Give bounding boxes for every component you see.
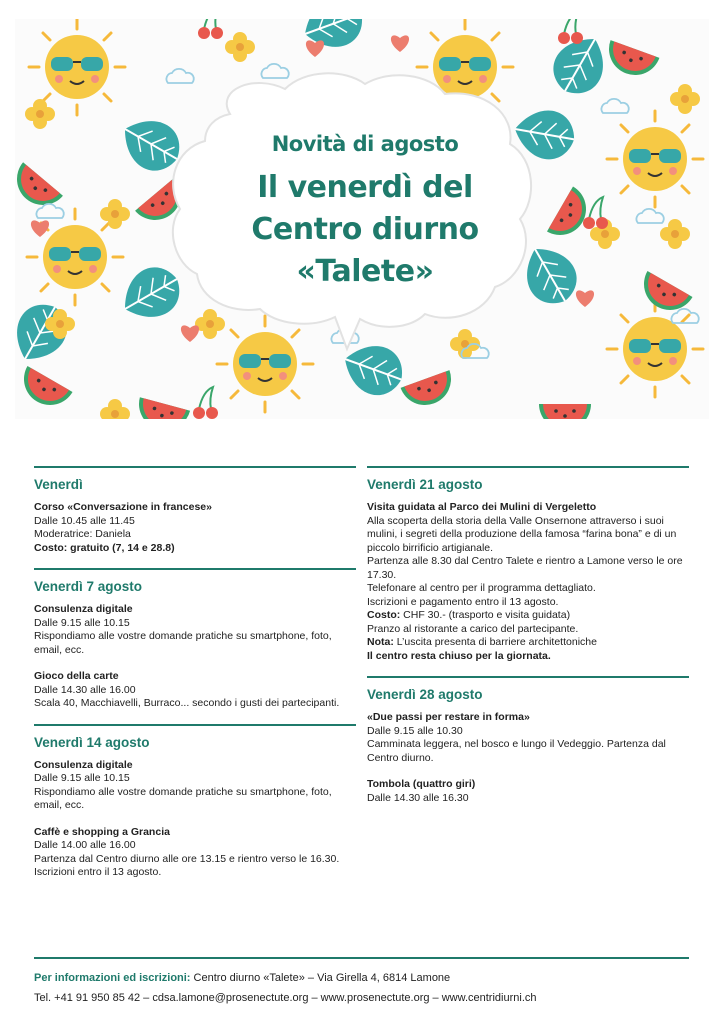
event-item bbox=[34, 501, 356, 555]
event-title: Tombola (quattro giri) bbox=[367, 778, 476, 790]
footer-address: Centro diurno «Talete» – Via Girella 4, 6814 Lamone bbox=[190, 972, 451, 984]
header-banner bbox=[15, 19, 709, 419]
event-title: Gioco della carte bbox=[34, 670, 119, 682]
event-time: Dalle 9.15 alle 10.15 bbox=[34, 616, 130, 629]
banner-title-line-3: «Talete» bbox=[296, 254, 434, 289]
section-venerdi-7-agosto bbox=[34, 568, 356, 711]
event-cost bbox=[367, 609, 689, 623]
event-time: Dalle 9.15 alle 10.30 bbox=[367, 724, 463, 737]
note-label: Nota: bbox=[367, 636, 394, 648]
event-title: Caffè e shopping a Grancia bbox=[34, 825, 170, 838]
event-time: Dalle 14.30 alle 16.00 bbox=[34, 683, 136, 696]
event-time: Dalle 14.30 alle 16.30 bbox=[367, 791, 469, 804]
event-note bbox=[367, 636, 689, 650]
section-heading: Venerdì bbox=[34, 477, 83, 492]
event-registration: Iscrizioni entro il 13 agosto. bbox=[34, 866, 162, 878]
footer-info bbox=[34, 968, 689, 988]
event-item bbox=[34, 826, 356, 880]
event-title: Consulenza digitale bbox=[34, 758, 133, 771]
event-item bbox=[34, 670, 356, 711]
event-time: Dalle 9.15 alle 10.15 bbox=[34, 772, 130, 784]
cost-value: CHF 30.- (trasporto e visita guidata) bbox=[400, 609, 571, 621]
event-phone-note: Telefonare al centro per il programma dettagliato. bbox=[367, 582, 596, 594]
event-title: Visita guidata al Parco dei Mulini di Vergeletto bbox=[367, 501, 597, 513]
section-heading: Venerdì 21 agosto bbox=[367, 477, 483, 492]
banner-title-line-1: Il venerdì del bbox=[257, 170, 473, 205]
event-time: Dalle 10.45 alle 11.45 bbox=[34, 514, 135, 527]
event-item bbox=[34, 603, 356, 657]
event-detail: Camminata leggera, nel bosco e lungo il Vedeggio. Partenza dal Centro diurno. bbox=[367, 738, 666, 764]
event-item bbox=[367, 711, 689, 765]
banner-title-line-2: Centro diurno bbox=[251, 212, 479, 247]
left-column bbox=[34, 466, 356, 893]
right-column bbox=[367, 466, 689, 818]
footer-label: Per informazioni ed iscrizioni: bbox=[34, 972, 191, 984]
event-description: Alla scoperta della storia della Valle Onsernone attraverso i suoi mulini, i segreti della produzione della famosa “farina bona” e di un piccolo birrificio artigianale. bbox=[367, 514, 677, 554]
event-detail: Rispondiamo alle vostre domande pratiche su smartphone, foto, email, ecc. bbox=[34, 630, 332, 656]
section-venerdi bbox=[34, 466, 356, 555]
event-closed-notice: Il centro resta chiuso per la giornata. bbox=[367, 649, 551, 662]
section-heading: Venerdì 28 agosto bbox=[367, 687, 483, 702]
footer-contacts: Tel. +41 91 950 85 42 – cdsa.lamone@prosenectute.org – www.prosenectute.org – www.centridiurni.ch bbox=[34, 992, 537, 1004]
note-value: L’uscita presenta di barriere architettoniche bbox=[393, 636, 597, 648]
event-detail: Scala 40, Macchiavelli, Burraco... secondo i gusti dei partecipanti. bbox=[34, 697, 340, 709]
event-cost: Costo: gratuito (7, 14 e 28.8) bbox=[34, 541, 175, 554]
section-venerdi-14-agosto bbox=[34, 724, 356, 880]
event-title: «Due passi per restare in forma» bbox=[367, 711, 530, 723]
event-item bbox=[367, 501, 689, 663]
event-item bbox=[34, 759, 356, 813]
section-venerdi-28-agosto bbox=[367, 676, 689, 805]
event-departure: Partenza alle 8.30 dal Centro Talete e rientro a Lamone verso le ore 17.30. bbox=[367, 555, 683, 581]
section-venerdi-21-agosto bbox=[367, 466, 689, 663]
event-detail: Rispondiamo alle vostre domande pratiche su smartphone, foto, email, ecc. bbox=[34, 785, 332, 811]
event-detail: Moderatrice: Daniela bbox=[34, 528, 131, 540]
footer bbox=[34, 957, 689, 1008]
event-title: Consulenza digitale bbox=[34, 603, 133, 615]
event-registration: Iscrizioni e pagamento entro il 13 agosto. bbox=[367, 595, 559, 608]
event-lunch: Pranzo al ristorante a carico del partecipante. bbox=[367, 622, 579, 635]
event-detail: Partenza dal Centro diurno alle ore 13.15 e rientro verso le 16.30. bbox=[34, 852, 340, 865]
event-title: Corso «Conversazione in francese» bbox=[34, 501, 212, 513]
section-heading: Venerdì 14 agosto bbox=[34, 734, 150, 750]
cost-label: Costo: bbox=[367, 609, 401, 621]
event-time: Dalle 14.00 alle 16.00 bbox=[34, 839, 136, 851]
event-item bbox=[367, 778, 689, 805]
banner-text bbox=[185, 129, 545, 293]
section-heading: Venerdì 7 agosto bbox=[34, 579, 143, 594]
banner-subtitle: Novità di agosto bbox=[271, 132, 459, 156]
